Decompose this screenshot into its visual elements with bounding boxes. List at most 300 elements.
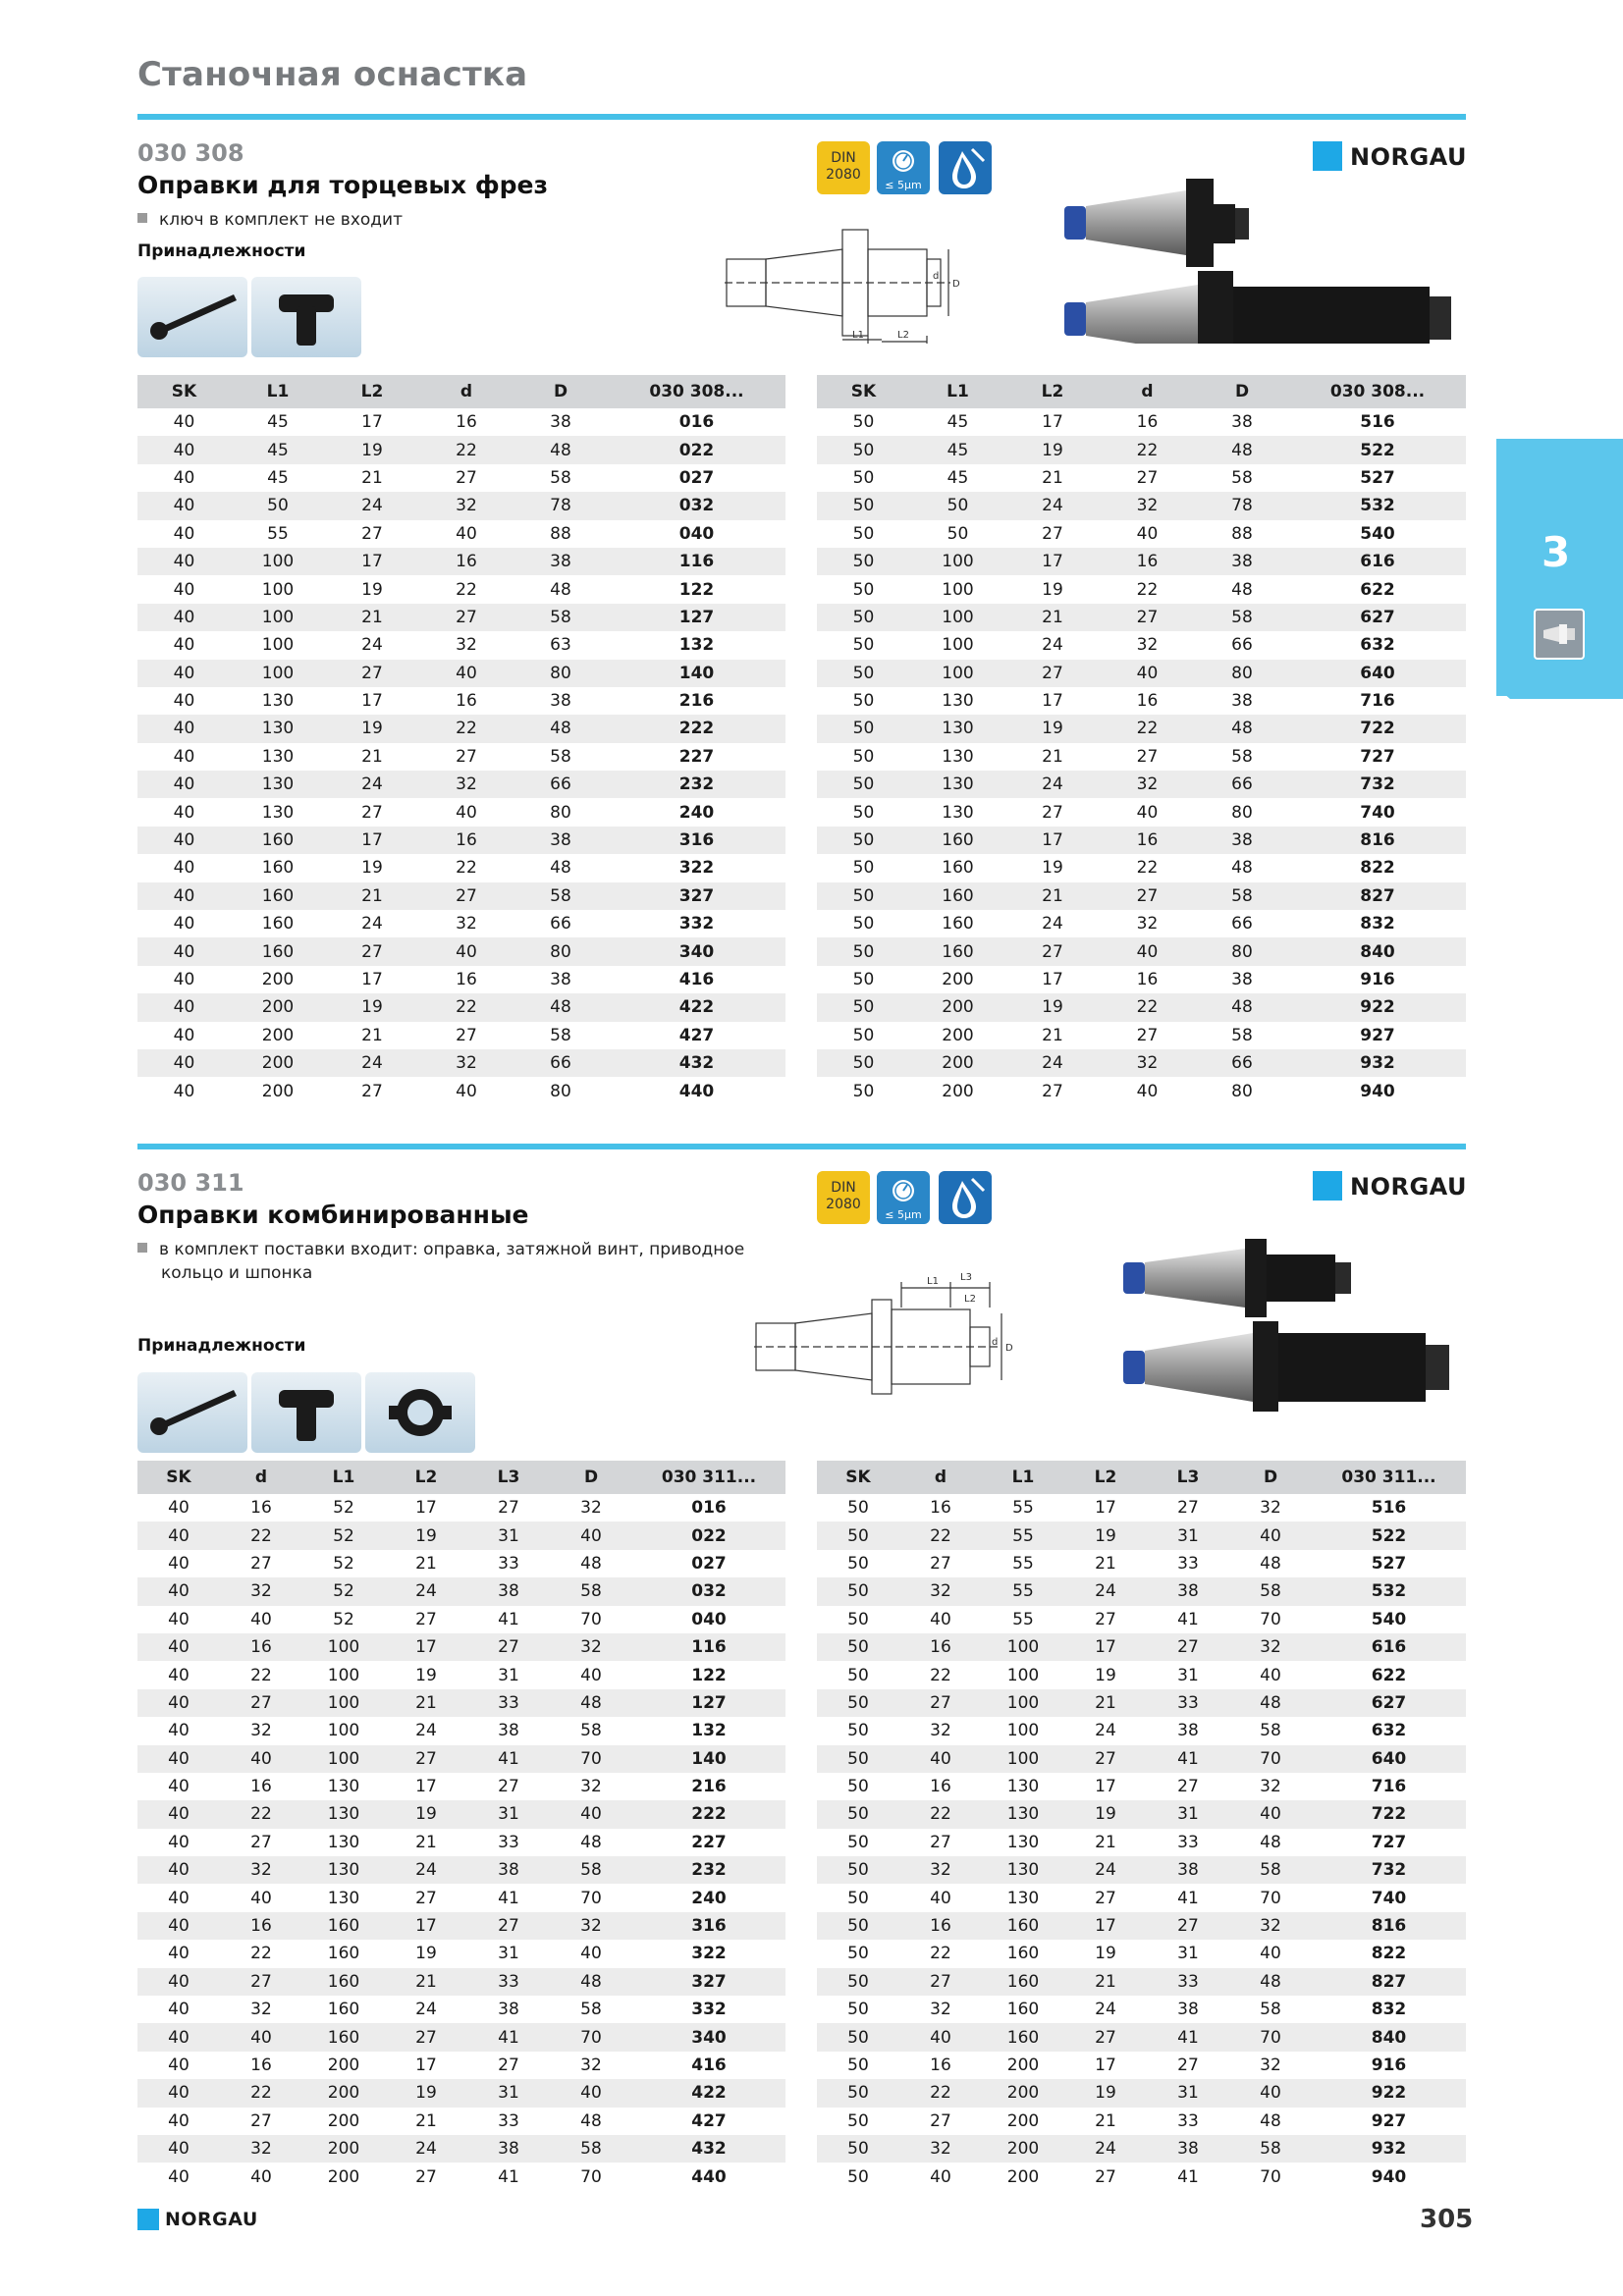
table-cell: 19 — [325, 993, 419, 1021]
table-cell: 19 — [1064, 1522, 1147, 1549]
table-row — [817, 798, 1466, 826]
table-cell: 27 — [250, 1553, 272, 1574]
table-cell: 27 — [1136, 1025, 1159, 1045]
table-cell: 40 — [456, 1081, 477, 1101]
page-number: 305 — [1420, 2205, 1474, 2234]
table-cell: 58 — [550, 1025, 571, 1045]
table-cell: 50 — [847, 2110, 869, 2131]
din-2080-badge — [817, 141, 870, 194]
table-row — [817, 687, 1466, 715]
order-code-cell: 232 — [632, 1856, 785, 1884]
table-row — [137, 1856, 785, 1884]
table-cell: 33 — [498, 1553, 519, 1574]
table-row — [137, 771, 785, 798]
table-cell: 45 — [231, 436, 325, 463]
table-cell: 33 — [1147, 1689, 1229, 1717]
table-cell: 16 — [250, 2056, 272, 2075]
table-cell: 48 — [1231, 579, 1253, 600]
table-cell: 40 — [1229, 1522, 1312, 1549]
column-header: 030 308... — [1289, 375, 1466, 408]
table-cell: 50 — [817, 436, 910, 463]
chapter-number: 3 — [1542, 528, 1571, 576]
tool-holder-drawing — [754, 1272, 1078, 1410]
table-cell: 160 — [982, 2023, 1064, 2051]
table-cell: 24 — [385, 1577, 467, 1605]
order-code-cell: 316 — [632, 1912, 785, 1940]
order-code-cell: 722 — [1312, 1800, 1466, 1828]
table-row — [137, 910, 785, 937]
key-wrench-icon[interactable] — [137, 1372, 247, 1453]
table-cell: 17 — [1042, 691, 1063, 712]
table-cell: 19 — [325, 436, 419, 463]
table-cell: 78 — [514, 492, 608, 519]
table-cell: 31 — [1147, 2079, 1229, 2107]
table-cell: 58 — [1231, 1025, 1253, 1045]
table-cell: 40 — [137, 1049, 231, 1077]
table-cell: 40 — [930, 1888, 951, 1908]
section1-accessories-label: Принадлежности — [137, 241, 306, 261]
table-cell: 32 — [899, 1856, 982, 1884]
table-cell: 32 — [250, 1721, 272, 1741]
table-cell: 32 — [930, 2000, 951, 2020]
table-cell: 50 — [817, 1633, 899, 1661]
table-cell: 50 — [817, 492, 910, 519]
order-code-cell: 240 — [691, 1888, 727, 1908]
table-cell: 40 — [173, 412, 195, 433]
table-cell: 22 — [899, 2079, 982, 2107]
chapter-tool-icon — [1534, 609, 1585, 660]
table-cell: 22 — [1100, 993, 1195, 1021]
order-code-cell: 022 — [608, 436, 785, 463]
table-cell: 33 — [1147, 1968, 1229, 1996]
table-cell: 40 — [173, 635, 195, 656]
table-cell: 27 — [1177, 1777, 1199, 1797]
table-cell: 66 — [1195, 771, 1289, 798]
table-cell: 32 — [419, 771, 514, 798]
table-row — [817, 1856, 1466, 1884]
table-row — [817, 1633, 1466, 1661]
table-cell: 40 — [1229, 2079, 1312, 2107]
table-cell: 32 — [580, 1777, 602, 1797]
brand-square-icon — [1313, 1171, 1342, 1201]
table-cell: 40 — [137, 548, 231, 575]
order-code-cell: 332 — [691, 2000, 727, 2020]
table-cell: 78 — [1195, 492, 1289, 519]
table-cell: 21 — [1064, 1968, 1147, 1996]
order-code-cell: 016 — [691, 1498, 727, 1519]
table-cell: 40 — [168, 1609, 189, 1629]
table-cell: 16 — [930, 1498, 951, 1519]
table-cell: 24 — [1064, 2135, 1147, 2163]
table-cell: 40 — [137, 937, 231, 965]
din-2080-badge — [817, 1171, 870, 1224]
table-cell: 32 — [580, 2056, 602, 2075]
table-row — [137, 993, 785, 1021]
table-cell: 21 — [385, 1968, 467, 1996]
table-cell: 27 — [456, 467, 477, 488]
table-cell: 200 — [910, 1049, 1005, 1077]
table-cell: 100 — [910, 660, 1005, 687]
table-cell: 27 — [1042, 802, 1063, 823]
table-cell: 66 — [1231, 914, 1253, 934]
table-row — [137, 548, 785, 575]
table-cell: 22 — [220, 2079, 302, 2107]
table-cell: 27 — [385, 2023, 467, 2051]
table-cell: 40 — [173, 746, 195, 767]
order-code-cell: 627 — [1312, 1689, 1466, 1717]
table-cell: 27 — [1095, 1609, 1116, 1629]
table-row — [137, 2135, 785, 2163]
table-cell: 50 — [852, 1025, 875, 1045]
table-cell: 19 — [361, 579, 383, 600]
table-cell: 40 — [550, 2079, 632, 2107]
order-code-cell: 522 — [1289, 436, 1466, 463]
order-code-cell: 822 — [1360, 858, 1395, 879]
order-code-cell: 122 — [691, 1665, 727, 1685]
table-cell: 40 — [580, 1665, 602, 1685]
table-cell: 50 — [852, 802, 875, 823]
drawing-label-l2: L2 — [964, 1294, 976, 1305]
order-code-cell: 340 — [632, 2023, 785, 2051]
table-row — [137, 1077, 785, 1104]
order-code-cell: 040 — [678, 523, 715, 544]
table-cell: 24 — [1064, 1577, 1147, 1605]
order-code-cell: 222 — [608, 715, 785, 742]
table-cell: 200 — [231, 1049, 325, 1077]
table-row — [817, 1049, 1466, 1077]
table-cell: 40 — [137, 604, 231, 631]
section2-note-line1: в комплект поставки входит: оправка, затяжной винт, приводное — [159, 1240, 745, 1259]
table-cell: 32 — [220, 1577, 302, 1605]
table-cell: 16 — [899, 1912, 982, 1940]
table-cell: 40 — [456, 523, 477, 544]
tool-holder-icon — [1119, 1235, 1473, 1412]
table-row — [817, 715, 1466, 742]
table-cell: 33 — [1177, 2110, 1199, 2131]
table-cell: 16 — [899, 1633, 982, 1661]
table-row — [817, 937, 1466, 965]
column-header: D — [514, 375, 608, 408]
table-cell: 17 — [361, 970, 383, 989]
t-key-icon[interactable] — [251, 277, 361, 357]
order-code-cell: 340 — [608, 937, 785, 965]
table-cell: 130 — [942, 802, 974, 823]
table-cell: 40 — [419, 937, 514, 965]
table-cell: 55 — [1012, 1609, 1034, 1629]
table-cell: 33 — [1177, 1832, 1199, 1852]
table-cell: 32 — [1260, 1498, 1281, 1519]
table-cell: 100 — [982, 1633, 1064, 1661]
table-cell: 50 — [852, 914, 875, 934]
table-cell: 50 — [817, 1745, 899, 1773]
table-cell: 160 — [942, 914, 974, 934]
table-cell: 40 — [173, 1081, 195, 1101]
table-cell: 21 — [1042, 746, 1063, 767]
order-code-cell: 532 — [1289, 492, 1466, 519]
table-cell: 40 — [137, 2135, 220, 2163]
table-row — [137, 1829, 785, 1856]
table-cell: 27 — [1177, 1498, 1199, 1519]
table-cell: 38 — [550, 691, 571, 712]
table-cell: 19 — [1064, 1800, 1147, 1828]
order-code-cell: 922 — [1312, 2079, 1466, 2107]
order-code-cell: 216 — [691, 1777, 727, 1797]
table-cell: 32 — [550, 1912, 632, 1940]
table-cell: 31 — [1177, 1665, 1199, 1685]
order-code-cell: 416 — [691, 2056, 727, 2075]
order-code-cell: 132 — [691, 1721, 727, 1741]
table-cell: 70 — [580, 1609, 602, 1629]
table-cell: 41 — [1177, 1609, 1199, 1629]
table-cell: 50 — [817, 937, 910, 965]
order-code-cell: 216 — [678, 691, 715, 712]
table-row — [817, 910, 1466, 937]
table-cell: 80 — [1231, 802, 1253, 823]
table-cell: 80 — [1195, 660, 1289, 687]
table-cell: 27 — [250, 2110, 272, 2131]
table-row — [137, 604, 785, 631]
table-cell: 40 — [137, 660, 231, 687]
table-cell: 40 — [137, 1912, 220, 1940]
drawing-label-l3: L3 — [960, 1272, 972, 1283]
table-cell: 24 — [415, 2000, 437, 2020]
drawing-label-l1: L1 — [852, 330, 864, 341]
table-row — [817, 1940, 1466, 1967]
table-row — [137, 520, 785, 548]
order-code-cell: 840 — [1289, 937, 1466, 965]
table-cell: 27 — [899, 1689, 982, 1717]
column-header: L2 — [1005, 375, 1100, 408]
table-cell: 22 — [220, 1800, 302, 1828]
section1-note-text: ключ в комплект не входит — [159, 210, 403, 230]
table-cell: 130 — [1006, 1777, 1040, 1797]
table-row — [817, 464, 1466, 492]
table-cell: 50 — [817, 1856, 899, 1884]
tool-holder-icon — [1060, 177, 1473, 344]
table-cell: 31 — [467, 1522, 550, 1549]
table-row — [817, 1550, 1466, 1577]
table-cell: 45 — [947, 467, 969, 488]
table-cell: 66 — [1231, 635, 1253, 656]
table-cell: 48 — [550, 579, 571, 600]
order-code-cell: 427 — [691, 2110, 727, 2131]
column-header: L1 — [302, 1461, 385, 1494]
table-row — [137, 882, 785, 910]
table-cell: 19 — [1005, 993, 1100, 1021]
table-cell: 40 — [137, 1745, 220, 1773]
table-cell: 160 — [302, 1912, 385, 1940]
table-cell: 32 — [550, 1633, 632, 1661]
table-cell: 50 — [817, 1049, 910, 1077]
column-header: 030 311... — [632, 1461, 785, 1494]
table-cell: 40 — [1260, 1944, 1281, 1964]
table-cell: 50 — [817, 1689, 899, 1717]
table-cell: 19 — [385, 1800, 467, 1828]
table-cell: 17 — [325, 548, 419, 575]
table-cell: 40 — [1100, 660, 1195, 687]
column-header: d — [220, 1461, 302, 1494]
table-cell: 100 — [302, 1633, 385, 1661]
table-cell: 27 — [325, 937, 419, 965]
order-code-cell: 640 — [1289, 660, 1466, 687]
order-code-cell: 432 — [608, 1049, 785, 1077]
table-cell: 41 — [1177, 1888, 1199, 1908]
table-row — [817, 520, 1466, 548]
table-cell: 24 — [1095, 1721, 1116, 1741]
table-cell: 24 — [415, 1721, 437, 1741]
order-code-cell: 027 — [678, 467, 715, 488]
table-cell: 24 — [1005, 1049, 1100, 1077]
table-cell: 22 — [250, 1665, 272, 1685]
table-cell: 40 — [1136, 1081, 1159, 1101]
table-cell: 27 — [456, 746, 477, 767]
order-code-cell: 622 — [1371, 1665, 1407, 1685]
order-code-cell: 927 — [1360, 1025, 1395, 1045]
table-cell: 38 — [467, 1856, 550, 1884]
order-code-cell: 440 — [678, 1081, 715, 1101]
table-cell: 55 — [267, 523, 289, 544]
table-cell: 70 — [580, 2166, 602, 2187]
table-cell: 70 — [1229, 2023, 1312, 2051]
table-cell: 32 — [1100, 1049, 1195, 1077]
table-cell: 55 — [982, 1522, 1064, 1549]
table-cell: 50 — [847, 1777, 869, 1797]
table-cell: 58 — [1231, 467, 1253, 488]
drive-ring-icon[interactable] — [365, 1372, 475, 1453]
table-cell: 27 — [1005, 937, 1100, 965]
table-row — [137, 1912, 785, 1940]
table-cell: 130 — [302, 1800, 385, 1828]
table-cell: 130 — [327, 1832, 360, 1852]
table-cell: 38 — [1147, 1577, 1229, 1605]
table-cell: 200 — [302, 2135, 385, 2163]
table-row — [137, 1940, 785, 1967]
column-header: L2 — [385, 1461, 467, 1494]
table-cell: 58 — [514, 882, 608, 910]
table-row — [137, 1550, 785, 1577]
table-cell: 130 — [1006, 1832, 1040, 1852]
table-cell: 27 — [1005, 660, 1100, 687]
table-cell: 22 — [1136, 858, 1159, 879]
key-wrench-icon[interactable] — [137, 277, 247, 357]
table-cell: 200 — [982, 2079, 1064, 2107]
table-cell: 22 — [899, 1522, 982, 1549]
table-cell: 160 — [231, 882, 325, 910]
table-cell: 63 — [550, 635, 571, 656]
column-header: L1 — [982, 1461, 1064, 1494]
table-cell: 24 — [325, 771, 419, 798]
table-cell: 66 — [550, 914, 571, 934]
table-cell: 50 — [817, 1968, 899, 1996]
table-cell: 32 — [1100, 492, 1195, 519]
table-cell: 40 — [1229, 1800, 1312, 1828]
order-code-cell: 827 — [1289, 882, 1466, 910]
coolant-drop-icon — [939, 1171, 992, 1224]
table-cell: 58 — [550, 1856, 632, 1884]
t-key-icon[interactable] — [251, 1372, 361, 1453]
table-cell: 160 — [302, 2023, 385, 2051]
table-row — [137, 2052, 785, 2079]
table-cell: 48 — [1260, 1832, 1281, 1852]
table-cell: 40 — [137, 1968, 220, 1996]
table-cell: 50 — [852, 858, 875, 879]
table-row — [137, 492, 785, 519]
table-cell: 50 — [817, 2135, 899, 2163]
table-cell: 40 — [137, 492, 231, 519]
order-code-cell: 940 — [1360, 1081, 1395, 1101]
table-cell: 100 — [261, 579, 295, 600]
table-cell: 80 — [514, 660, 608, 687]
table-cell: 40 — [137, 1522, 220, 1549]
table-cell: 22 — [456, 858, 477, 879]
table-cell: 32 — [899, 1577, 982, 1605]
table-row — [137, 1522, 785, 1549]
table-cell: 27 — [415, 2166, 437, 2187]
table-cell: 38 — [1177, 1721, 1199, 1741]
table-cell: 130 — [910, 715, 1005, 742]
order-code-cell: 422 — [632, 2079, 785, 2107]
column-header: SK — [817, 1461, 899, 1494]
table-cell: 40 — [250, 1609, 272, 1629]
table-cell: 19 — [1005, 715, 1100, 742]
table-cell: 40 — [168, 1888, 189, 1908]
table-cell: 40 — [168, 1553, 189, 1574]
table-cell: 52 — [333, 1553, 354, 1574]
column-header: d — [1100, 375, 1195, 408]
table-cell: 27 — [1042, 1081, 1063, 1101]
table-cell: 50 — [817, 1522, 899, 1549]
table-cell: 40 — [250, 2166, 272, 2187]
table-cell: 50 — [847, 2056, 869, 2075]
table-cell: 27 — [415, 1609, 437, 1629]
table-cell: 40 — [419, 660, 514, 687]
table-cell: 52 — [333, 1609, 354, 1629]
order-code-cell: 227 — [678, 746, 715, 767]
column-header: SK — [817, 375, 910, 408]
table-cell: 16 — [419, 827, 514, 854]
table-cell: 100 — [942, 635, 974, 656]
section2-code: 030 311 — [137, 1169, 244, 1197]
table-row — [817, 604, 1466, 631]
column-header: D — [1229, 1461, 1312, 1494]
table-cell: 48 — [1195, 436, 1289, 463]
table-cell: 200 — [1006, 2110, 1040, 2131]
order-code-cell: 627 — [1289, 604, 1466, 631]
table-cell: 100 — [1006, 1665, 1040, 1685]
table-cell: 200 — [910, 993, 1005, 1021]
table-row — [137, 1745, 785, 1773]
table-row — [137, 1494, 785, 1522]
drawing-label-D: D — [952, 279, 960, 290]
brand-name: NORGAU — [1350, 1173, 1467, 1201]
table-cell: 24 — [1005, 492, 1100, 519]
table-row — [817, 1829, 1466, 1856]
table-cell: 58 — [1229, 1577, 1312, 1605]
table-cell: 48 — [514, 436, 608, 463]
table-row — [817, 548, 1466, 575]
table-cell: 41 — [498, 2166, 519, 2187]
table-cell: 48 — [580, 1553, 602, 1574]
table-cell: 24 — [1095, 2000, 1116, 2020]
table-cell: 100 — [982, 1745, 1064, 1773]
order-code-cell: 127 — [632, 1689, 785, 1717]
table-row — [817, 993, 1466, 1021]
table-cell: 16 — [456, 970, 477, 989]
table-cell: 27 — [1095, 1888, 1116, 1908]
table-cell: 160 — [910, 937, 1005, 965]
table-cell: 45 — [267, 412, 289, 433]
table-cell: 50 — [847, 1609, 869, 1629]
